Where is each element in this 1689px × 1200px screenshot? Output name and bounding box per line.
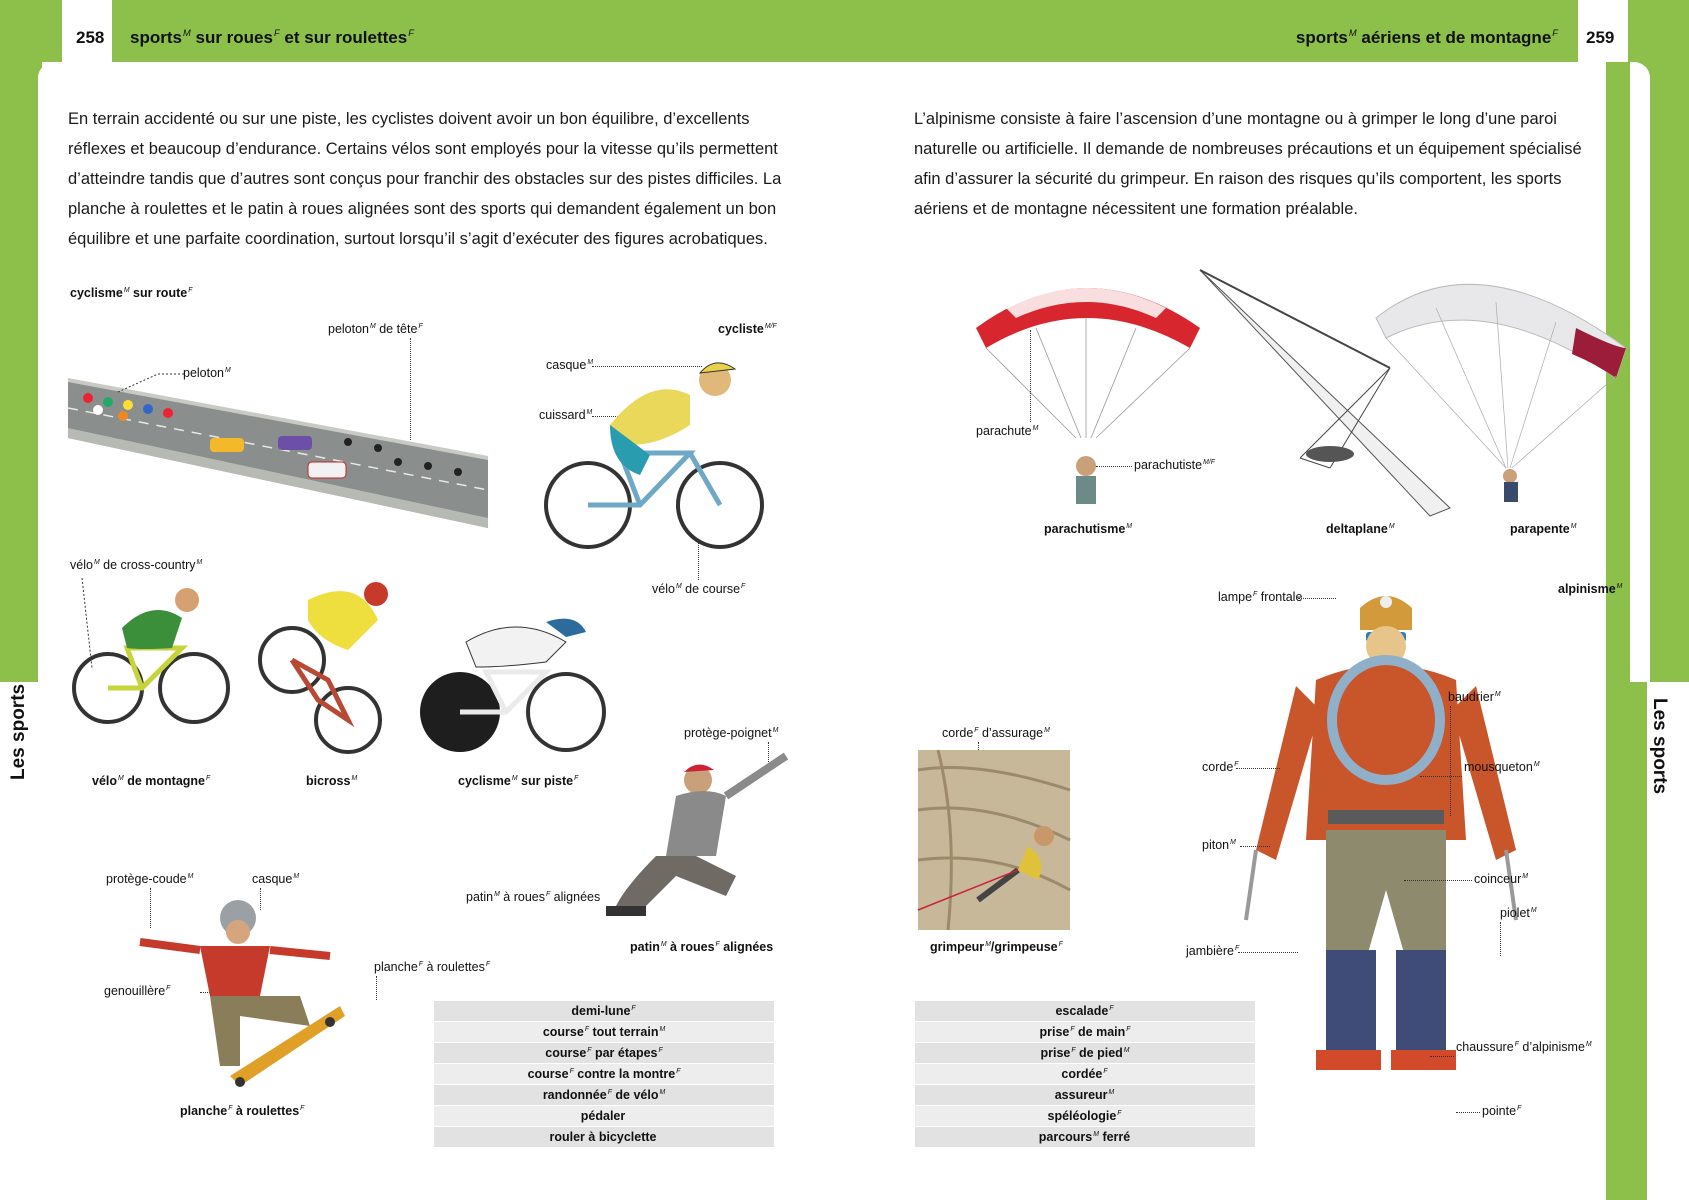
term-row [434,1022,774,1043]
term-cell: cordée$^F$ [915,1064,1255,1085]
road-bike-illustration [540,355,770,565]
caption-skateboarding: planche$^F$ à roulettes$^F$ [180,1104,305,1118]
term-cell: escalade$^F$ [915,1001,1255,1022]
label-piton: piton$^M$ [1202,838,1236,852]
left-intro-text: En terrain accidenté ou sur une piste, les cyclistes doivent avoir un bon équilibre, d’excellents réflexes et beaucoup d’endurance. Certains vélos sont employés pour la vitesse qu’ils permettent d’atteindre tandis que d’autres sont conçus pour franchir des obstacles sur des pistes difficiles. La planche à roulettes et le patin à roues alignées sont des sports qui demandent également un bon équilibre et une parfaite coordination, surtout lorsqu’il s’agit d’exécuter des figures acrobatiques. [68,110,782,248]
caption-climber: grimpeur$^M$/grimpeuse$^F$ [930,940,1063,954]
term-cell: prise$^F$ de pied$^M$ [915,1043,1255,1064]
label-knee-pad: genouillère$^F$ [104,984,171,998]
term-row [434,1064,774,1085]
term-cell: pédaler [434,1106,774,1127]
leader-parachute [1030,330,1031,422]
track-bike-illustration [416,612,606,772]
right-intro-text: L’alpinisme consiste à faire l’ascension d’une montagne ou à grimper le long d’une paroi naturelle ou artificielle. Il demande de nombreuses précautions et un équipement spécialisé afin d’assurer la sécurité du grimpeur. En raison des risques qu’ils comportent, les sports aériens et de montagne nécessitent une formation préalable. [914,110,1582,218]
term-cell: course$^F$ tout terrain$^M$ [434,1022,774,1043]
term-cell: randonnée$^F$ de vélo$^M$ [434,1085,774,1106]
term-row [434,1043,774,1064]
term-cell: assureur$^M$ [915,1085,1255,1106]
term-cell: spéléologie$^F$ [915,1106,1255,1127]
label-skateboard: planche$^F$ à roulettes$^F$ [374,960,491,974]
term-cell: rouler à bicyclette [434,1127,774,1148]
label-elbow-pad: protège-coude$^M$ [106,872,194,886]
term-row [434,1106,774,1127]
leader-carabiner [1420,776,1462,777]
right-header-bar [881,0,1578,62]
term-cell: prise$^F$ de main$^F$ [915,1022,1255,1043]
left-page-number: 258 [76,28,105,47]
left-page-corner [38,62,58,682]
label-cross-country-bike: vélo$^M$ de cross-country$^M$ [70,558,203,572]
label-carabiner: mousqueton$^M$ [1464,760,1540,774]
label-belay-rope: corde$^F$ d’assurage$^M$ [942,726,1050,740]
right-side-tab-label: Les sports [1649,698,1670,795]
label-helmet-skater: casque$^M$ [252,872,300,886]
label-rope: corde$^F$ [1202,760,1239,774]
label-wrist-guard: protège-poignet$^M$ [684,726,779,740]
term-cell: course$^F$ contre la montre$^F$ [434,1064,774,1085]
caption-parachuting: parachutisme$^M$ [1044,522,1132,536]
term-row [915,1085,1255,1106]
term-row [915,1064,1255,1085]
label-ice-axe: piolet$^M$ [1500,906,1537,920]
left-green-strip [0,62,42,682]
leader-chock [1404,880,1472,881]
label-helmet: casque$^M$ [546,358,594,372]
right-header-title: sports$^M$ aériens et de montagne$^F$ [1295,28,1558,47]
parachute-illustration [976,268,1206,518]
right-green-strip [1647,62,1689,682]
bmx-illustration [258,580,408,760]
leader-parachutist [1096,466,1132,467]
label-peloton-head: peloton$^M$ de tête$^F$ [328,322,423,336]
mountain-bike-illustration [72,578,232,738]
left-terms-table [434,1001,774,1148]
left-side-tab-label: Les sports [8,683,29,780]
label-cyclist: cycliste$^{M/F}$ [718,322,777,336]
term-row [915,1043,1255,1064]
term-cell: parcours$^M$ ferré [915,1127,1255,1148]
inline-skater-illustration [596,756,796,926]
label-peloton: peloton$^M$ [183,366,231,380]
term-row [434,1085,774,1106]
leader-ice-axe [1500,922,1501,956]
term-row [915,1001,1255,1022]
leader-harness [1450,706,1451,816]
leader-skateboard [376,976,377,1000]
leader-peloton [118,374,184,394]
caption-bmx: bicross$^M$ [306,774,358,788]
term-cell: demi-lune$^F$ [434,1001,774,1022]
caption-mountain-bike: vélo$^M$ de montagne$^F$ [92,774,211,788]
label-chock: coinceur$^M$ [1474,872,1528,886]
mountaineer-illustration [1236,590,1516,1110]
skateboarder-illustration [130,896,350,1086]
caption-track-cycling: cyclisme$^M$ sur piste$^F$ [458,774,579,788]
term-row [434,1001,774,1022]
leader-rope [1236,768,1280,769]
leader-boot [1430,1056,1454,1057]
caption-mountaineering: alpinisme$^M$ [1558,582,1623,596]
label-harness: baudrier$^M$ [1448,690,1501,704]
label-shorts: cuissard$^M$ [539,408,593,422]
term-row [915,1127,1255,1148]
paraglider-illustration [1376,268,1626,518]
caption-hang-gliding: deltaplane$^M$ [1326,522,1395,536]
label-gaiter: jambière$^F$ [1186,944,1240,958]
caption-paragliding: parapente$^M$ [1510,522,1577,536]
left-header-bar [112,0,808,62]
term-row [434,1127,774,1148]
term-row [915,1106,1255,1127]
term-row [915,1022,1255,1043]
section-road-cycling: cyclisme$^M$ sur route$^F$ [70,286,193,300]
left-header-title: sports$^M$ sur roues$^F$ et sur roulettes$^F$ [130,28,414,47]
label-inline-skate: patin$^M$ à roues$^F$ alignées [466,890,601,904]
right-page-corner [1630,62,1650,682]
leader-gaiter [1238,952,1298,953]
leader-race-bike [698,540,699,580]
label-crampon-point: pointe$^F$ [1482,1104,1522,1118]
label-headlamp: lampe$^F$ frontale [1218,590,1303,604]
caption-inline-skating: patin$^M$ à roues$^F$ alignées [630,940,774,954]
right-terms-table [915,1001,1255,1148]
rock-climber-illustration [918,750,1070,930]
leader-piton [1240,846,1270,847]
term-cell: course$^F$ par étapes$^F$ [434,1043,774,1064]
leader-crampon-point [1456,1112,1480,1113]
label-parachutist: parachutiste$^{M/F}$ [1134,458,1215,472]
label-boot: chaussure$^F$ d’alpinisme$^M$ [1456,1040,1592,1054]
label-race-bike: vélo$^M$ de course$^F$ [652,582,746,596]
leader-peloton-head [410,338,411,440]
road-illustration [68,378,488,528]
right-page-number: 259 [1586,28,1615,47]
label-parachute: parachute$^M$ [976,424,1039,438]
